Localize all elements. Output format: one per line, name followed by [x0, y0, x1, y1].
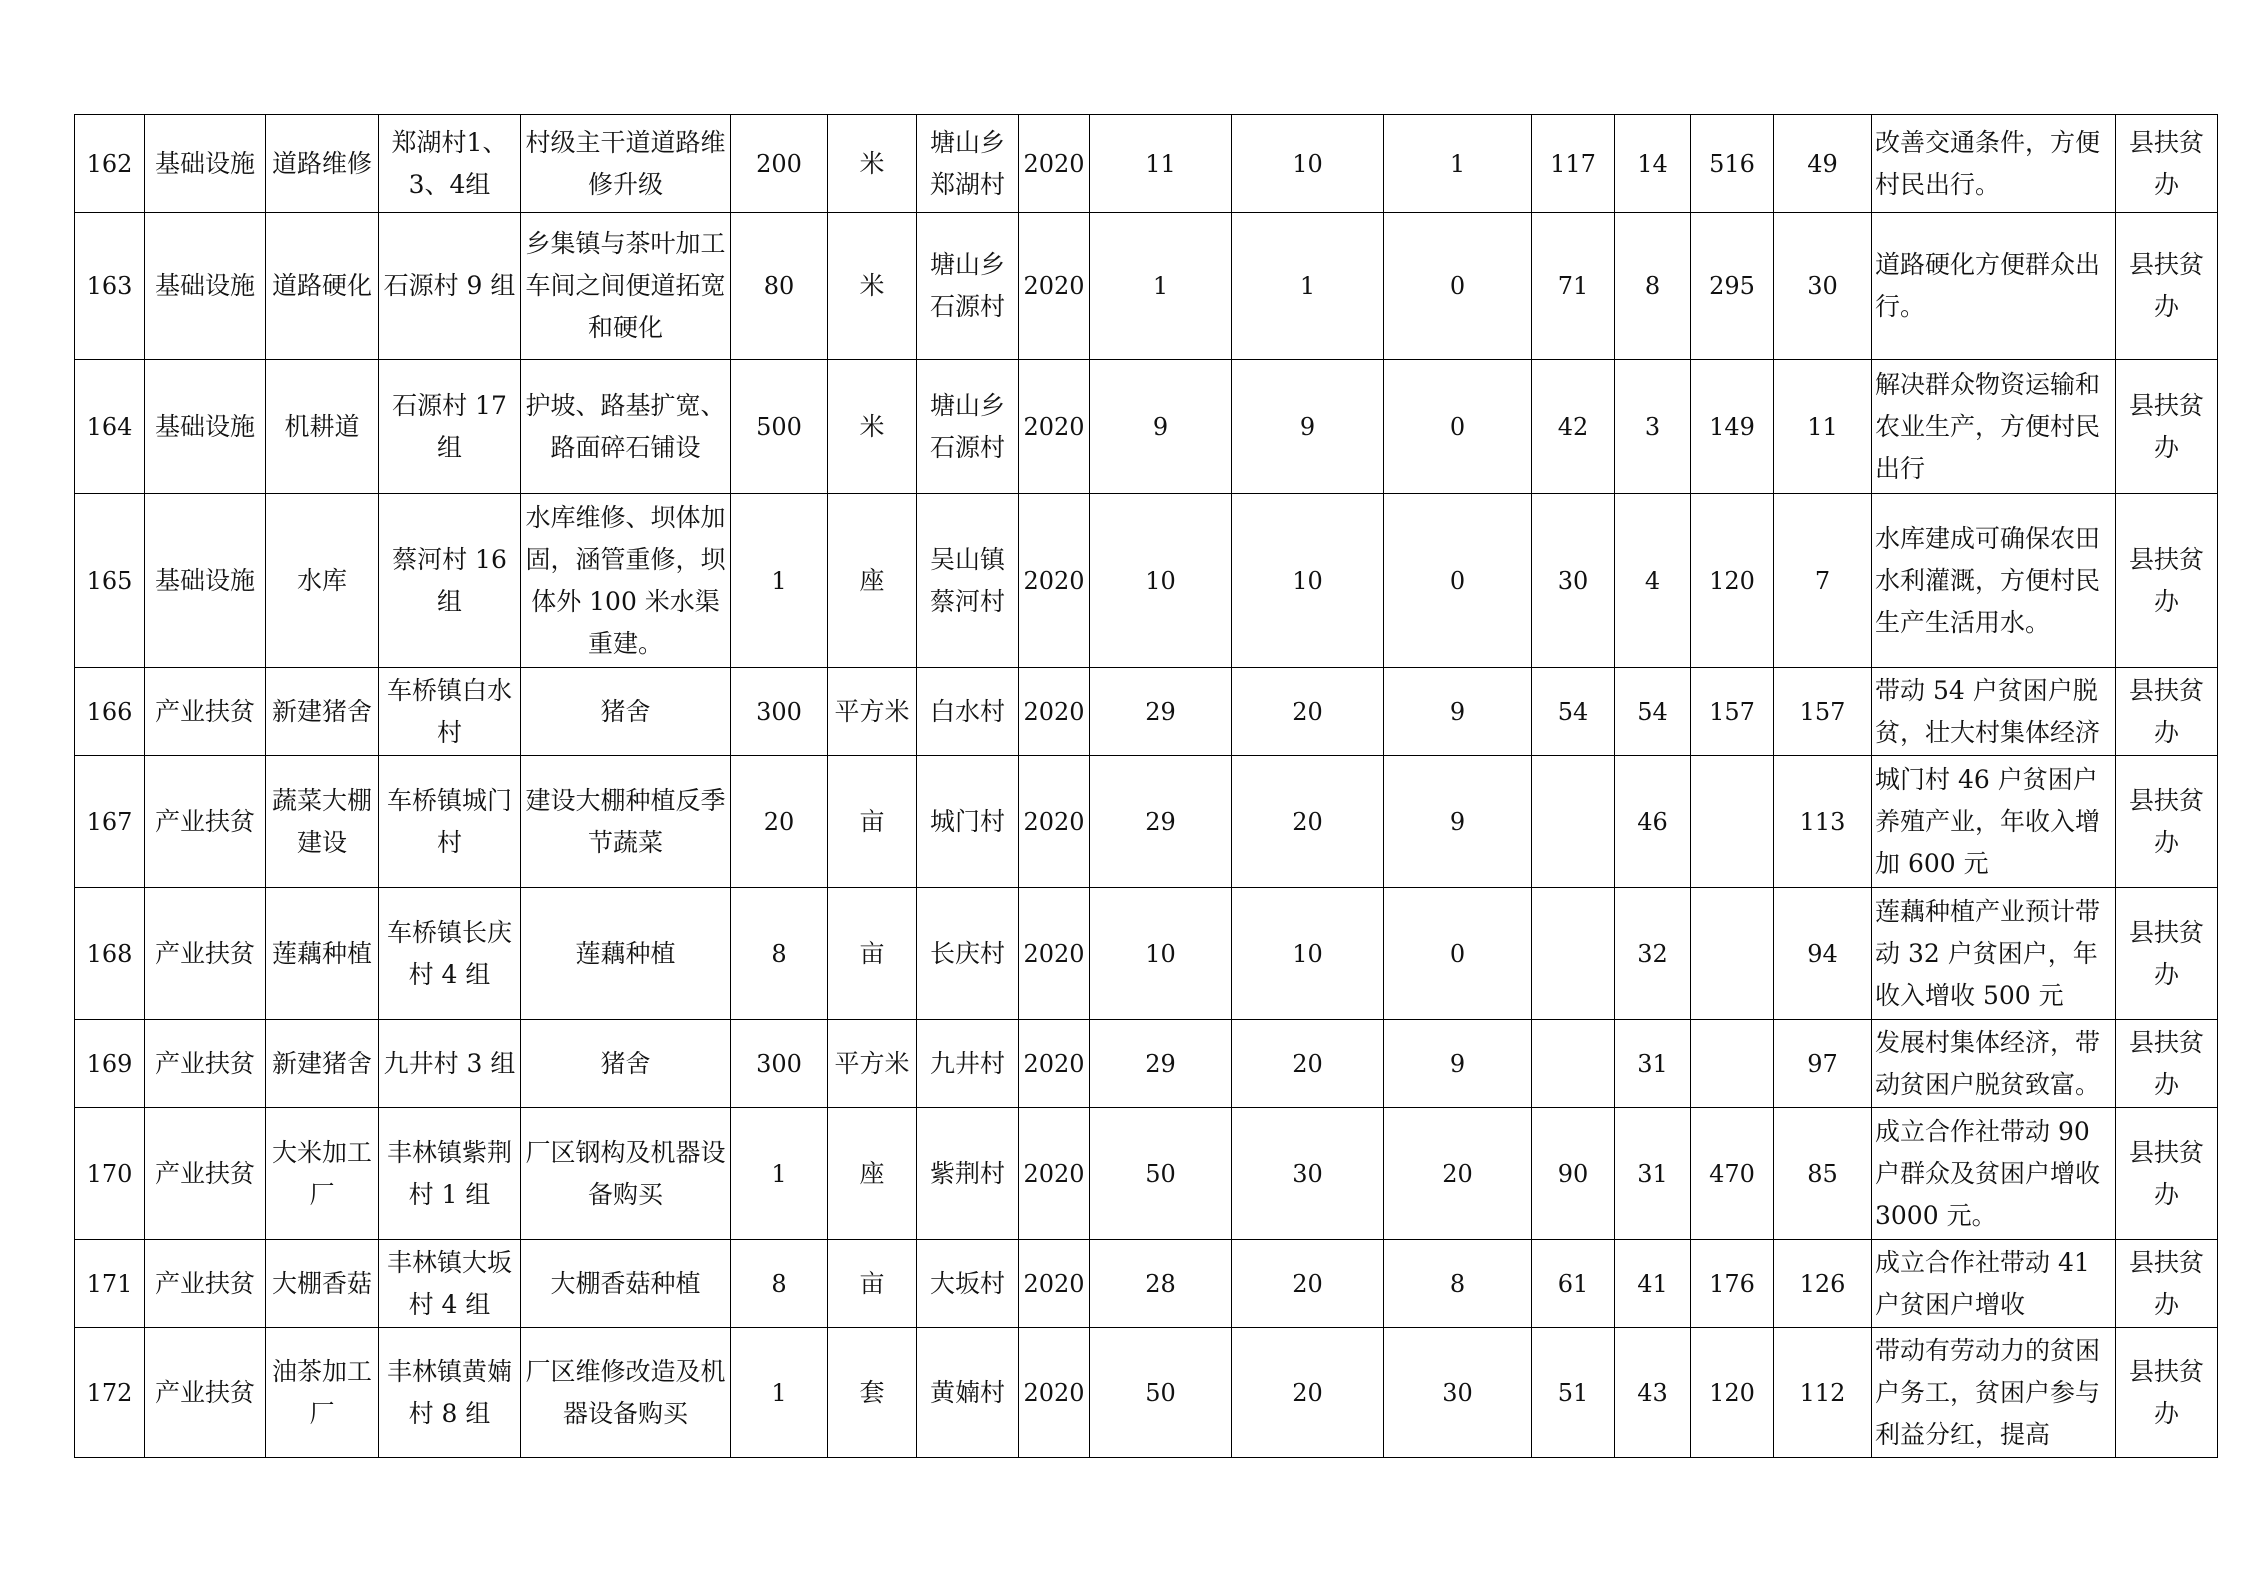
fund-b-cell: 9 [1384, 668, 1532, 756]
department-cell: 县扶贫办 [2116, 756, 2218, 888]
scale-cell: 8 [731, 1240, 828, 1328]
total-fund-cell: 10 [1090, 494, 1232, 668]
count-4-cell: 157 [1774, 668, 1872, 756]
department-cell: 县扶贫办 [2116, 1240, 2218, 1328]
department-cell: 县扶贫办 [2116, 494, 2218, 668]
department-cell: 县扶贫办 [2116, 888, 2218, 1020]
project-type-cell: 蔬菜大棚建设 [266, 756, 379, 888]
fund-a-cell: 10 [1232, 888, 1384, 1020]
content-cell: 护坡、路基扩宽、路面碎石铺设 [521, 360, 731, 494]
count-4-cell: 97 [1774, 1020, 1872, 1108]
department-cell: 县扶贫办 [2116, 1020, 2218, 1108]
unit-cell: 亩 [828, 756, 917, 888]
table-body [75, 115, 2218, 1458]
count-1-cell: 90 [1532, 1108, 1615, 1240]
fund-b-cell: 9 [1384, 756, 1532, 888]
count-3-cell [1691, 888, 1774, 1020]
benefit-cell: 成立合作社带动 41 户贫困户增收 [1872, 1240, 2116, 1328]
village-cell: 长庆村 [917, 888, 1019, 1020]
content-cell: 村级主干道道路维修升级 [521, 115, 731, 213]
project-type-cell: 油茶加工厂 [266, 1328, 379, 1458]
total-fund-cell: 50 [1090, 1328, 1232, 1458]
category-cell: 产业扶贫 [145, 1328, 266, 1458]
content-cell: 厂区维修改造及机器设备购买 [521, 1328, 731, 1458]
row-number: 165 [75, 494, 145, 668]
fund-a-cell: 30 [1232, 1108, 1384, 1240]
scale-cell: 1 [731, 494, 828, 668]
content-cell: 建设大棚种植反季节蔬菜 [521, 756, 731, 888]
table-row [75, 213, 2218, 360]
count-4-cell: 49 [1774, 115, 1872, 213]
location-cell: 九井村 3 组 [379, 1020, 521, 1108]
village-cell: 白水村 [917, 668, 1019, 756]
fund-b-cell: 0 [1384, 213, 1532, 360]
fund-b-cell: 9 [1384, 1020, 1532, 1108]
count-3-cell: 120 [1691, 494, 1774, 668]
count-3-cell: 516 [1691, 115, 1774, 213]
project-type-cell: 新建猪舍 [266, 668, 379, 756]
count-3-cell [1691, 756, 1774, 888]
total-fund-cell: 9 [1090, 360, 1232, 494]
count-3-cell: 120 [1691, 1328, 1774, 1458]
unit-cell: 平方米 [828, 1020, 917, 1108]
department-cell: 县扶贫办 [2116, 1108, 2218, 1240]
count-1-cell: 117 [1532, 115, 1615, 213]
count-1-cell: 71 [1532, 213, 1615, 360]
location-cell: 石源村 17 组 [379, 360, 521, 494]
content-cell: 莲藕种植 [521, 888, 731, 1020]
village-cell: 城门村 [917, 756, 1019, 888]
fund-b-cell: 0 [1384, 360, 1532, 494]
count-3-cell [1691, 1020, 1774, 1108]
content-cell: 猪舍 [521, 1020, 731, 1108]
count-1-cell: 61 [1532, 1240, 1615, 1328]
department-cell: 县扶贫办 [2116, 668, 2218, 756]
benefit-cell: 带动有劳动力的贫困户务工，贫困户参与利益分红，提高 [1872, 1328, 2116, 1458]
fund-b-cell: 0 [1384, 494, 1532, 668]
unit-cell: 米 [828, 115, 917, 213]
fund-a-cell: 10 [1232, 115, 1384, 213]
year-cell: 2020 [1019, 1108, 1090, 1240]
total-fund-cell: 50 [1090, 1108, 1232, 1240]
fund-b-cell: 1 [1384, 115, 1532, 213]
benefit-cell: 城门村 46 户贫困户养殖产业，年收入增加 600 元 [1872, 756, 2116, 888]
total-fund-cell: 29 [1090, 668, 1232, 756]
table-row [75, 756, 2218, 888]
row-number: 163 [75, 213, 145, 360]
unit-cell: 平方米 [828, 668, 917, 756]
fund-b-cell: 30 [1384, 1328, 1532, 1458]
count-1-cell: 42 [1532, 360, 1615, 494]
category-cell: 产业扶贫 [145, 1020, 266, 1108]
scale-cell: 1 [731, 1108, 828, 1240]
total-fund-cell: 11 [1090, 115, 1232, 213]
total-fund-cell: 28 [1090, 1240, 1232, 1328]
year-cell: 2020 [1019, 1240, 1090, 1328]
total-fund-cell: 29 [1090, 756, 1232, 888]
fund-a-cell: 20 [1232, 1020, 1384, 1108]
project-type-cell: 新建猪舍 [266, 1020, 379, 1108]
unit-cell: 亩 [828, 1240, 917, 1328]
count-2-cell: 4 [1615, 494, 1691, 668]
row-number: 172 [75, 1328, 145, 1458]
count-2-cell: 54 [1615, 668, 1691, 756]
location-cell: 石源村 9 组 [379, 213, 521, 360]
count-4-cell: 112 [1774, 1328, 1872, 1458]
project-type-cell: 机耕道 [266, 360, 379, 494]
content-cell: 厂区钢构及机器设备购买 [521, 1108, 731, 1240]
table-row [75, 494, 2218, 668]
scale-cell: 200 [731, 115, 828, 213]
category-cell: 产业扶贫 [145, 1108, 266, 1240]
count-2-cell: 14 [1615, 115, 1691, 213]
content-cell: 乡集镇与茶叶加工车间之间便道拓宽和硬化 [521, 213, 731, 360]
department-cell: 县扶贫办 [2116, 1328, 2218, 1458]
department-cell: 县扶贫办 [2116, 360, 2218, 494]
total-fund-cell: 1 [1090, 213, 1232, 360]
count-1-cell: 54 [1532, 668, 1615, 756]
unit-cell: 米 [828, 213, 917, 360]
category-cell: 产业扶贫 [145, 1240, 266, 1328]
count-1-cell [1532, 1020, 1615, 1108]
count-2-cell: 43 [1615, 1328, 1691, 1458]
count-3-cell: 470 [1691, 1108, 1774, 1240]
village-cell: 紫荆村 [917, 1108, 1019, 1240]
village-cell: 黄婻村 [917, 1328, 1019, 1458]
table-row [75, 1240, 2218, 1328]
scale-cell: 1 [731, 1328, 828, 1458]
count-3-cell: 176 [1691, 1240, 1774, 1328]
category-cell: 基础设施 [145, 494, 266, 668]
fund-a-cell: 10 [1232, 494, 1384, 668]
count-1-cell [1532, 888, 1615, 1020]
project-type-cell: 大米加工厂 [266, 1108, 379, 1240]
department-cell: 县扶贫办 [2116, 213, 2218, 360]
year-cell: 2020 [1019, 213, 1090, 360]
scale-cell: 300 [731, 1020, 828, 1108]
content-cell: 水库维修、坝体加固，涵管重修，坝体外 100 米水渠重建。 [521, 494, 731, 668]
year-cell: 2020 [1019, 360, 1090, 494]
scale-cell: 8 [731, 888, 828, 1020]
scale-cell: 20 [731, 756, 828, 888]
department-cell: 县扶贫办 [2116, 115, 2218, 213]
fund-a-cell: 20 [1232, 1328, 1384, 1458]
table-row [75, 1108, 2218, 1240]
row-number: 168 [75, 888, 145, 1020]
benefit-cell: 道路硬化方便群众出行。 [1872, 213, 2116, 360]
row-number: 167 [75, 756, 145, 888]
location-cell: 车桥镇白水村 [379, 668, 521, 756]
count-4-cell: 85 [1774, 1108, 1872, 1240]
benefit-cell: 莲藕种植产业预计带动 32 户贫困户，年收入增收 500 元 [1872, 888, 2116, 1020]
category-cell: 基础设施 [145, 360, 266, 494]
category-cell: 基础设施 [145, 213, 266, 360]
count-4-cell: 30 [1774, 213, 1872, 360]
unit-cell: 米 [828, 360, 917, 494]
year-cell: 2020 [1019, 668, 1090, 756]
count-4-cell: 126 [1774, 1240, 1872, 1328]
table-row [75, 115, 2218, 213]
year-cell: 2020 [1019, 494, 1090, 668]
category-cell: 产业扶贫 [145, 888, 266, 1020]
village-cell: 吴山镇蔡河村 [917, 494, 1019, 668]
scale-cell: 300 [731, 668, 828, 756]
table-row [75, 1328, 2218, 1458]
unit-cell: 套 [828, 1328, 917, 1458]
project-type-cell: 莲藕种植 [266, 888, 379, 1020]
table-row [75, 1020, 2218, 1108]
village-cell: 塘山乡郑湖村 [917, 115, 1019, 213]
benefit-cell: 改善交通条件，方便村民出行。 [1872, 115, 2116, 213]
fund-a-cell: 20 [1232, 1240, 1384, 1328]
count-4-cell: 113 [1774, 756, 1872, 888]
unit-cell: 座 [828, 494, 917, 668]
location-cell: 丰林镇紫荆村 1 组 [379, 1108, 521, 1240]
benefit-cell: 水库建成可确保农田水利灌溉，方便村民生产生活用水。 [1872, 494, 2116, 668]
count-2-cell: 31 [1615, 1020, 1691, 1108]
village-cell: 大坂村 [917, 1240, 1019, 1328]
count-2-cell: 8 [1615, 213, 1691, 360]
location-cell: 郑湖村1、3、4组 [379, 115, 521, 213]
count-2-cell: 3 [1615, 360, 1691, 494]
fund-a-cell: 20 [1232, 756, 1384, 888]
count-4-cell: 7 [1774, 494, 1872, 668]
table-row [75, 360, 2218, 494]
year-cell: 2020 [1019, 888, 1090, 1020]
fund-b-cell: 0 [1384, 888, 1532, 1020]
project-type-cell: 道路维修 [266, 115, 379, 213]
village-cell: 塘山乡石源村 [917, 360, 1019, 494]
year-cell: 2020 [1019, 1020, 1090, 1108]
count-1-cell: 30 [1532, 494, 1615, 668]
year-cell: 2020 [1019, 115, 1090, 213]
category-cell: 基础设施 [145, 115, 266, 213]
count-4-cell: 11 [1774, 360, 1872, 494]
category-cell: 产业扶贫 [145, 756, 266, 888]
village-cell: 九井村 [917, 1020, 1019, 1108]
scale-cell: 500 [731, 360, 828, 494]
category-cell: 产业扶贫 [145, 668, 266, 756]
count-2-cell: 41 [1615, 1240, 1691, 1328]
fund-a-cell: 20 [1232, 668, 1384, 756]
fund-b-cell: 8 [1384, 1240, 1532, 1328]
benefit-cell: 发展村集体经济，带动贫困户脱贫致富。 [1872, 1020, 2116, 1108]
unit-cell: 座 [828, 1108, 917, 1240]
fund-a-cell: 1 [1232, 213, 1384, 360]
location-cell: 丰林镇黄婻村 8 组 [379, 1328, 521, 1458]
total-fund-cell: 10 [1090, 888, 1232, 1020]
project-type-cell: 水库 [266, 494, 379, 668]
count-2-cell: 31 [1615, 1108, 1691, 1240]
count-3-cell: 295 [1691, 213, 1774, 360]
content-cell: 猪舍 [521, 668, 731, 756]
project-type-cell: 道路硬化 [266, 213, 379, 360]
row-number: 162 [75, 115, 145, 213]
row-number: 169 [75, 1020, 145, 1108]
count-3-cell: 157 [1691, 668, 1774, 756]
year-cell: 2020 [1019, 756, 1090, 888]
table-row [75, 668, 2218, 756]
scale-cell: 80 [731, 213, 828, 360]
count-1-cell [1532, 756, 1615, 888]
location-cell: 车桥镇城门村 [379, 756, 521, 888]
total-fund-cell: 29 [1090, 1020, 1232, 1108]
row-number: 171 [75, 1240, 145, 1328]
location-cell: 蔡河村 16 组 [379, 494, 521, 668]
benefit-cell: 成立合作社带动 90 户群众及贫困户增收 3000 元。 [1872, 1108, 2116, 1240]
project-table [74, 114, 2218, 1458]
row-number: 164 [75, 360, 145, 494]
fund-a-cell: 9 [1232, 360, 1384, 494]
location-cell: 丰林镇大坂村 4 组 [379, 1240, 521, 1328]
village-cell: 塘山乡石源村 [917, 213, 1019, 360]
project-type-cell: 大棚香菇 [266, 1240, 379, 1328]
location-cell: 车桥镇长庆村 4 组 [379, 888, 521, 1020]
table-row [75, 888, 2218, 1020]
count-1-cell: 51 [1532, 1328, 1615, 1458]
content-cell: 大棚香菇种植 [521, 1240, 731, 1328]
row-number: 166 [75, 668, 145, 756]
unit-cell: 亩 [828, 888, 917, 1020]
count-2-cell: 46 [1615, 756, 1691, 888]
benefit-cell: 带动 54 户贫困户脱贫，壮大村集体经济 [1872, 668, 2116, 756]
count-4-cell: 94 [1774, 888, 1872, 1020]
benefit-cell: 解决群众物资运输和农业生产，方便村民出行 [1872, 360, 2116, 494]
count-2-cell: 32 [1615, 888, 1691, 1020]
year-cell: 2020 [1019, 1328, 1090, 1458]
count-3-cell: 149 [1691, 360, 1774, 494]
fund-b-cell: 20 [1384, 1108, 1532, 1240]
row-number: 170 [75, 1108, 145, 1240]
